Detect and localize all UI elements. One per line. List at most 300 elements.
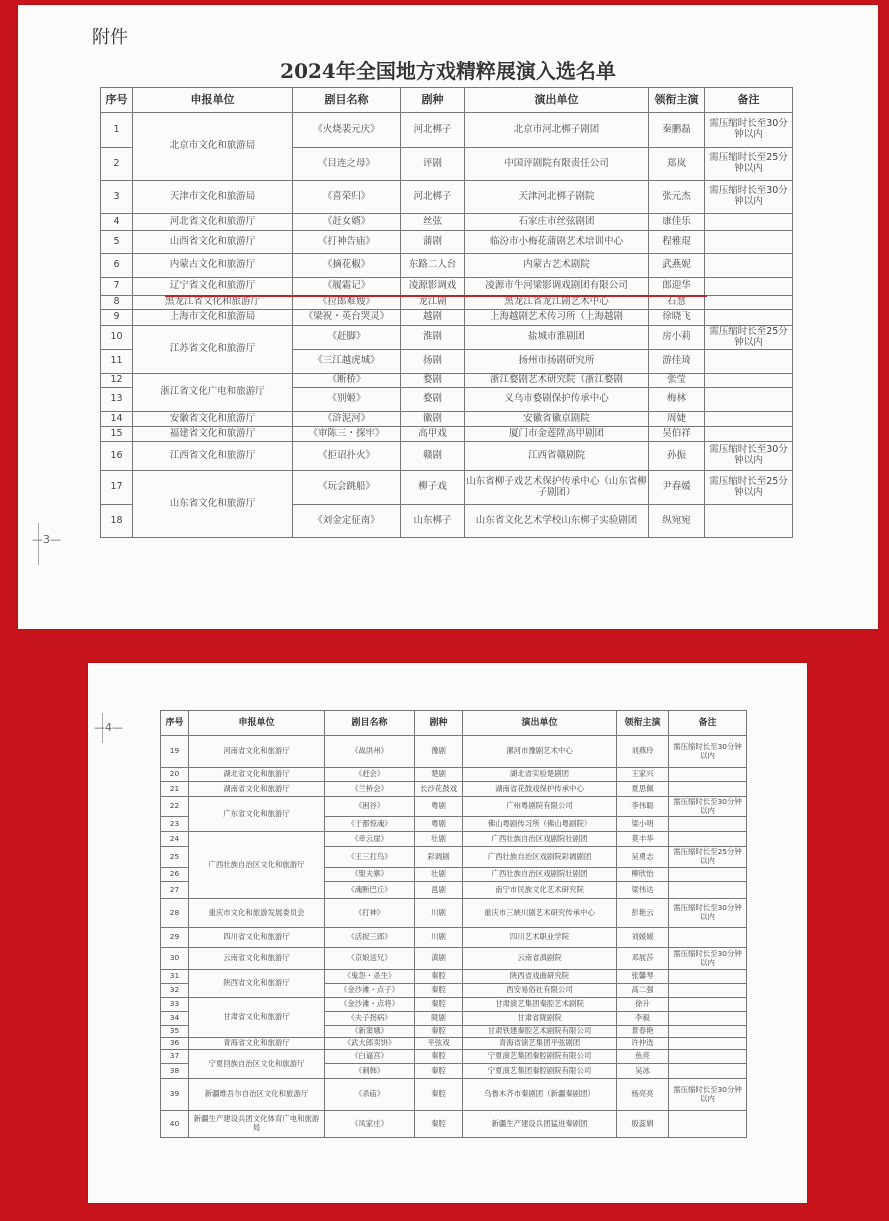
cell-play: 《金沙滩・点将》 <box>325 998 415 1012</box>
cell-unit: 江苏省文化和旅游厅 <box>133 326 293 374</box>
cell-genre: 秦腔 <box>415 1064 463 1079</box>
cell-genre: 柳子戏 <box>401 471 465 505</box>
cell-play: 《凤家庄》 <box>325 1111 415 1138</box>
cell-unit: 山东省文化和旅游厅 <box>133 471 293 538</box>
cell-star: 殷蕊娟 <box>617 1111 669 1138</box>
cell-troupe: 青海省演艺集团平弦剧团 <box>463 1038 617 1050</box>
cell-no: 14 <box>101 412 133 427</box>
cell-no: 36 <box>161 1038 189 1050</box>
cell-play: 《喜荣归》 <box>293 181 401 214</box>
cell-no: 30 <box>161 948 189 970</box>
cell-star: 许仲选 <box>617 1038 669 1050</box>
cell-troupe: 北京市河北梆子剧团 <box>465 113 649 148</box>
cell-play: 《断桥》 <box>293 374 401 388</box>
cell-troupe: 湖南省花鼓戏保护传承中心 <box>463 782 617 797</box>
cell-play: 《新窦娥》 <box>325 1026 415 1038</box>
cell-play: 《牵云崖》 <box>325 832 415 847</box>
cell-genre: 东路二人台 <box>401 254 465 278</box>
cell-no: 15 <box>101 427 133 442</box>
cell-star: 程雅琨 <box>649 231 705 254</box>
cell-play: 《困谷》 <box>325 797 415 817</box>
cell-star: 彭艳云 <box>617 899 669 928</box>
cell-play: 《杀庙》 <box>325 1079 415 1111</box>
cell-play: 《夫子拐病》 <box>325 1012 415 1026</box>
cell-star: 康佳乐 <box>649 214 705 231</box>
cell-troupe: 湖北省实验楚剧团 <box>463 768 617 782</box>
cell-no: 38 <box>161 1064 189 1079</box>
table-row <box>161 832 747 847</box>
header-note: 备注 <box>669 711 747 736</box>
cell-genre: 粤剧 <box>415 817 463 832</box>
cell-note: 需压缩时长至25分钟以内 <box>705 148 793 181</box>
cell-play: 《战洪州》 <box>325 736 415 768</box>
cell-troupe: 漯河市豫剧艺术中心 <box>463 736 617 768</box>
cell-play: 《玩会跳船》 <box>293 471 401 505</box>
cell-note <box>669 1012 747 1026</box>
cell-play: 《刘金定征南》 <box>293 505 401 538</box>
cell-play: 《拒诏扑火》 <box>293 442 401 471</box>
cell-note: 需压缩时长至25分钟以内 <box>705 326 793 350</box>
cell-star: 尹春媛 <box>649 471 705 505</box>
table-row <box>101 113 793 148</box>
cell-star: 吴伯祥 <box>649 427 705 442</box>
cell-unit: 内蒙古文化和旅游厅 <box>133 254 293 278</box>
cell-star: 李毅 <box>617 1012 669 1026</box>
cell-unit: 天津市文化和旅游局 <box>133 181 293 214</box>
cell-troupe: 广西壮族自治区戏剧院壮剧团 <box>463 832 617 847</box>
cell-unit: 上海市文化和旅游局 <box>133 310 293 326</box>
cell-play: 《刺韩》 <box>325 1064 415 1079</box>
cell-note <box>705 505 793 538</box>
document-page-1 <box>18 5 878 629</box>
cell-note <box>705 214 793 231</box>
table-row <box>161 998 747 1012</box>
cell-unit: 云南省文化和旅游厅 <box>189 948 325 970</box>
header-play: 剧目名称 <box>293 88 401 113</box>
header-note: 备注 <box>705 88 793 113</box>
cell-play: 《金沙滩・点子》 <box>325 984 415 998</box>
cell-note <box>705 296 793 310</box>
cell-note <box>705 231 793 254</box>
cell-no: 34 <box>161 1012 189 1026</box>
header-play: 剧目名称 <box>325 711 415 736</box>
cell-genre: 淮剧 <box>401 326 465 350</box>
cell-star: 刘燕玲 <box>617 736 669 768</box>
cell-genre: 楚剧 <box>415 768 463 782</box>
cell-genre: 山东梆子 <box>401 505 465 538</box>
cell-no: 10 <box>101 326 133 350</box>
cell-troupe: 佛山粤剧传习所（佛山粤剧院） <box>463 817 617 832</box>
cell-genre: 蒲剧 <box>401 231 465 254</box>
cell-troupe: 广州粤剧院有限公司 <box>463 797 617 817</box>
cell-star: 邓展莎 <box>617 948 669 970</box>
cell-genre: 赣剧 <box>401 442 465 471</box>
table-row <box>101 326 793 350</box>
cell-no: 24 <box>161 832 189 847</box>
attachment-label: 附件 <box>92 27 128 48</box>
header-troupe: 演出单位 <box>465 88 649 113</box>
cell-note <box>705 278 793 296</box>
document-page-2 <box>88 663 807 1203</box>
cell-play: 《王三打鸟》 <box>325 847 415 868</box>
cell-no: 4 <box>101 214 133 231</box>
cell-unit: 北京市文化和旅游局 <box>133 113 293 181</box>
cell-unit: 湖南省文化和旅游厅 <box>189 782 325 797</box>
cell-troupe: 重庆市三峡川剧艺术研究传承中心 <box>463 899 617 928</box>
cell-troupe: 甘肃铁建秦腔艺术剧院有限公司 <box>463 1026 617 1038</box>
cell-no: 12 <box>101 374 133 388</box>
cell-unit: 宁夏回族自治区文化和旅游厅 <box>189 1050 325 1079</box>
cell-troupe: 山东省柳子戏艺术保护传承中心（山东省柳子剧团） <box>465 471 649 505</box>
cell-play: 《审陈三・探牢》 <box>293 427 401 442</box>
cell-play: 《鬼怨・杀生》 <box>325 970 415 984</box>
cell-troupe: 内蒙古艺术剧院 <box>465 254 649 278</box>
cell-note <box>669 1050 747 1064</box>
cell-star: 秦鹏磊 <box>649 113 705 148</box>
cell-no: 31 <box>161 970 189 984</box>
cell-play: 《白逼宫》 <box>325 1050 415 1064</box>
cell-note <box>669 970 747 984</box>
cell-no: 9 <box>101 310 133 326</box>
cell-genre: 龙江剧 <box>401 296 465 310</box>
cell-play: 《别姬》 <box>293 388 401 412</box>
cell-unit: 四川省文化和旅游厅 <box>189 928 325 948</box>
table-row <box>101 296 793 310</box>
cell-unit: 山西省文化和旅游厅 <box>133 231 293 254</box>
cell-play: 《梁祝・英台哭灵》 <box>293 310 401 326</box>
header-troupe: 演出单位 <box>463 711 617 736</box>
cell-note <box>705 350 793 374</box>
cell-troupe: 宁夏演艺集团秦腔剧院有限公司 <box>463 1050 617 1064</box>
cell-star: 王家兴 <box>617 768 669 782</box>
cell-genre: 扬剧 <box>401 350 465 374</box>
cell-note: 需压缩时长至30分钟以内 <box>669 899 747 928</box>
cell-unit: 安徽省文化和旅游厅 <box>133 412 293 427</box>
table-row <box>161 1111 747 1138</box>
cell-genre: 婺剧 <box>401 374 465 388</box>
cell-genre: 婺剧 <box>401 388 465 412</box>
cell-note <box>669 1064 747 1079</box>
cell-star: 孙振 <box>649 442 705 471</box>
cell-star: 游佳琦 <box>649 350 705 374</box>
cell-play: 《兰桥会》 <box>325 782 415 797</box>
cell-note <box>705 427 793 442</box>
cell-no: 23 <box>161 817 189 832</box>
cell-unit: 河北省文化和旅游厅 <box>133 214 293 231</box>
cell-no: 40 <box>161 1111 189 1138</box>
selection-table-part1 <box>100 87 793 538</box>
cell-star: 吴勇志 <box>617 847 669 868</box>
table-row <box>101 412 793 427</box>
cell-unit: 青海省文化和旅游厅 <box>189 1038 325 1050</box>
cell-no: 25 <box>161 847 189 868</box>
table-row <box>101 214 793 231</box>
cell-star: 房小莉 <box>649 326 705 350</box>
cell-unit: 广东省文化和旅游厅 <box>189 797 325 832</box>
cell-troupe: 上海越剧艺术传习所（上海越剧 <box>465 310 649 326</box>
cell-unit: 陕西省文化和旅游厅 <box>189 970 325 998</box>
cell-genre: 秦腔 <box>415 1050 463 1064</box>
cell-note: 需压缩时长至25分钟以内 <box>669 847 747 868</box>
cell-troupe: 乌鲁木齐市秦剧团（新疆秦剧团） <box>463 1079 617 1111</box>
cell-play: 《火烧裴元庆》 <box>293 113 401 148</box>
cell-note <box>669 1111 747 1138</box>
cell-genre: 滇剧 <box>415 948 463 970</box>
cell-no: 7 <box>101 278 133 296</box>
cell-troupe: 西安易俗社有限公司 <box>463 984 617 998</box>
table-header-row <box>101 88 793 113</box>
table-row <box>101 181 793 214</box>
cell-no: 17 <box>101 471 133 505</box>
cell-troupe: 扬州市扬剧研究所 <box>465 350 649 374</box>
cell-genre: 秦腔 <box>415 984 463 998</box>
cell-troupe: 石家庄市丝弦剧团 <box>465 214 649 231</box>
cell-star: 柳欣怡 <box>617 868 669 882</box>
cell-star: 郑岚 <box>649 148 705 181</box>
cell-play: 《目连之母》 <box>293 148 401 181</box>
table-row <box>161 1079 747 1111</box>
cell-note <box>669 928 747 948</box>
cell-genre: 河北梆子 <box>401 181 465 214</box>
cell-troupe: 浙江婺剧艺术研究院（浙江婺剧 <box>465 374 649 388</box>
cell-no: 13 <box>101 388 133 412</box>
table-row <box>161 899 747 928</box>
cell-unit: 重庆市文化和旅游发展委员会 <box>189 899 325 928</box>
cell-unit: 甘肃省文化和旅游厅 <box>189 998 325 1038</box>
cell-unit: 新疆维吾尔自治区文化和旅游厅 <box>189 1079 325 1111</box>
cell-note <box>669 984 747 998</box>
cell-star: 鱼亮 <box>617 1050 669 1064</box>
cell-troupe: 临汾市小梅花蒲剧艺术培训中心 <box>465 231 649 254</box>
cell-play: 《武大郎卖饼》 <box>325 1038 415 1050</box>
cell-troupe: 中国评剧院有限责任公司 <box>465 148 649 181</box>
header-unit: 申报单位 <box>189 711 325 736</box>
cell-play: 《浒泥河》 <box>293 412 401 427</box>
cell-genre: 丝弦 <box>401 214 465 231</box>
cell-troupe: 广西壮族自治区戏剧院壮剧团 <box>463 868 617 882</box>
cell-genre: 长沙花鼓戏 <box>415 782 463 797</box>
cell-star: 吴冰 <box>617 1064 669 1079</box>
cell-genre: 徽剧 <box>401 412 465 427</box>
cell-genre: 豫剧 <box>415 736 463 768</box>
cell-troupe: 厦门市金莲陞高甲剧团 <box>465 427 649 442</box>
cell-no: 22 <box>161 797 189 817</box>
header-star: 领衔主演 <box>649 88 705 113</box>
table-row <box>161 797 747 817</box>
cell-genre: 粤剧 <box>415 797 463 817</box>
cell-play: 《活捉三郎》 <box>325 928 415 948</box>
cell-star: 高二强 <box>617 984 669 998</box>
cell-genre: 陇剧 <box>415 1012 463 1026</box>
cell-no: 21 <box>161 782 189 797</box>
cell-genre: 河北梆子 <box>401 113 465 148</box>
cell-unit: 湖北省文化和旅游厅 <box>189 768 325 782</box>
cell-no: 26 <box>161 868 189 882</box>
header-no: 序号 <box>101 88 133 113</box>
cell-note <box>669 768 747 782</box>
cell-play: 《于都惊魂》 <box>325 817 415 832</box>
cell-note <box>669 817 747 832</box>
cell-star: 郎迎华 <box>649 278 705 296</box>
cell-play: 《打神》 <box>325 899 415 928</box>
header-star: 领衔主演 <box>617 711 669 736</box>
cell-note: 需压缩时长至30分钟以内 <box>669 736 747 768</box>
cell-no: 11 <box>101 350 133 374</box>
table-row <box>161 768 747 782</box>
cell-star: 石慧 <box>649 296 705 310</box>
cell-note: 需压缩时长至25分钟以内 <box>705 471 793 505</box>
cell-note: 需压缩时长至30分钟以内 <box>705 442 793 471</box>
cell-unit: 浙江省文化广电和旅游厅 <box>133 374 293 412</box>
cell-note: 需压缩时长至30分钟以内 <box>669 948 747 970</box>
cell-unit: 广西壮族自治区文化和旅游厅 <box>189 832 325 899</box>
cell-troupe: 甘肃演艺集团秦腔艺术剧院 <box>463 998 617 1012</box>
page-number: —4— <box>94 721 123 734</box>
cell-no: 18 <box>101 505 133 538</box>
cell-play: 《京娘送兄》 <box>325 948 415 970</box>
cell-troupe: 天津河北梆子剧院 <box>465 181 649 214</box>
cell-no: 1 <box>101 113 133 148</box>
cell-genre: 邕剧 <box>415 882 463 899</box>
cell-troupe: 陕西省戏曲研究院 <box>463 970 617 984</box>
cell-no: 27 <box>161 882 189 899</box>
table-row <box>161 1038 747 1050</box>
cell-no: 29 <box>161 928 189 948</box>
cell-star: 莫丰华 <box>617 832 669 847</box>
cell-note <box>705 374 793 388</box>
cell-genre: 秦腔 <box>415 1079 463 1111</box>
cell-unit: 辽宁省文化和旅游厅 <box>133 278 293 296</box>
cell-play: 《摘花椒》 <box>293 254 401 278</box>
cell-genre: 高甲戏 <box>401 427 465 442</box>
table-row <box>161 1050 747 1064</box>
cell-no: 19 <box>161 736 189 768</box>
cell-star: 梁伟达 <box>617 882 669 899</box>
cell-genre: 平弦戏 <box>415 1038 463 1050</box>
table-row <box>101 427 793 442</box>
cell-troupe: 宁夏演艺集团秦腔剧院有限公司 <box>463 1064 617 1079</box>
cell-play: 《履霜记》 <box>293 278 401 296</box>
cell-genre: 秦腔 <box>415 970 463 984</box>
cell-troupe: 义乌市婺剧保护传承中心 <box>465 388 649 412</box>
cell-star: 徐晓飞 <box>649 310 705 326</box>
cell-star: 张元杰 <box>649 181 705 214</box>
cell-unit: 黑龙江省文化和旅游厅 <box>133 296 293 310</box>
cell-genre: 秦腔 <box>415 1026 463 1038</box>
cell-star: 景春艳 <box>617 1026 669 1038</box>
cell-no: 32 <box>161 984 189 998</box>
table-row <box>101 471 793 505</box>
red-underline-mark <box>165 295 707 297</box>
table-row <box>101 254 793 278</box>
table-row <box>161 970 747 984</box>
page-number: —3— <box>32 533 61 546</box>
cell-star: 周婕 <box>649 412 705 427</box>
cell-unit: 新疆生产建设兵团文化体育广电和旅游局 <box>189 1111 325 1138</box>
cell-note: 需压缩时长至30分钟以内 <box>669 797 747 817</box>
cell-genre: 川剧 <box>415 928 463 948</box>
table-row <box>101 374 793 388</box>
cell-play: 《赶脚》 <box>293 326 401 350</box>
cell-play: 《打神告庙》 <box>293 231 401 254</box>
cell-troupe: 云南省滇剧院 <box>463 948 617 970</box>
cell-note <box>669 782 747 797</box>
cell-troupe: 安徽省徽京剧院 <box>465 412 649 427</box>
cell-troupe: 甘肃省陇剧院 <box>463 1012 617 1026</box>
cell-play: 《赶女婿》 <box>293 214 401 231</box>
cell-genre: 凌源影调戏 <box>401 278 465 296</box>
cell-genre: 彩调剧 <box>415 847 463 868</box>
cell-note <box>669 1038 747 1050</box>
cell-star: 徐升 <box>617 998 669 1012</box>
cell-note <box>669 832 747 847</box>
cell-genre: 越剧 <box>401 310 465 326</box>
cell-star: 张馨琴 <box>617 970 669 984</box>
cell-star: 夏思佩 <box>617 782 669 797</box>
cell-no: 2 <box>101 148 133 181</box>
cell-troupe: 四川艺术职业学院 <box>463 928 617 948</box>
cell-troupe: 新疆生产建设兵团猛进秦剧团 <box>463 1111 617 1138</box>
cell-no: 20 <box>161 768 189 782</box>
cell-note <box>705 310 793 326</box>
cell-no: 8 <box>101 296 133 310</box>
cell-troupe: 凌源市牛河梁影调戏剧团有限公司 <box>465 278 649 296</box>
cell-no: 16 <box>101 442 133 471</box>
cell-genre: 川剧 <box>415 899 463 928</box>
cell-genre: 壮剧 <box>415 832 463 847</box>
cell-no: 5 <box>101 231 133 254</box>
cell-star: 梁小明 <box>617 817 669 832</box>
header-unit: 申报单位 <box>133 88 293 113</box>
cell-unit: 河南省文化和旅游厅 <box>189 736 325 768</box>
cell-note <box>705 388 793 412</box>
table-row <box>161 948 747 970</box>
cell-star: 梅林 <box>649 388 705 412</box>
cell-star: 张莹 <box>649 374 705 388</box>
header-genre: 剧种 <box>401 88 465 113</box>
cell-note <box>705 412 793 427</box>
cell-no: 37 <box>161 1050 189 1064</box>
cell-no: 3 <box>101 181 133 214</box>
cell-note <box>669 868 747 882</box>
cell-troupe: 盐城市淮剧团 <box>465 326 649 350</box>
cell-play: 《三江越虎城》 <box>293 350 401 374</box>
cell-genre: 秦腔 <box>415 998 463 1012</box>
cell-note: 需压缩时长至30分钟以内 <box>669 1079 747 1111</box>
cell-unit: 江西省文化和旅游厅 <box>133 442 293 471</box>
cell-play: 《赶会》 <box>325 768 415 782</box>
table-header-row <box>161 711 747 736</box>
cell-troupe: 黑龙江省龙江剧艺术中心 <box>465 296 649 310</box>
cell-troupe: 山东省文化艺术学校山东梆子实验剧团 <box>465 505 649 538</box>
cell-star: 刘媛媛 <box>617 928 669 948</box>
table-row <box>101 310 793 326</box>
cell-troupe: 广西壮族自治区戏剧院彩调剧团 <box>463 847 617 868</box>
table-row <box>101 278 793 296</box>
cell-note <box>669 998 747 1012</box>
table-row <box>161 782 747 797</box>
cell-no: 6 <box>101 254 133 278</box>
cell-note <box>669 1026 747 1038</box>
cell-star: 李伟聪 <box>617 797 669 817</box>
cell-unit: 福建省文化和旅游厅 <box>133 427 293 442</box>
cell-note <box>669 882 747 899</box>
document-title: 2024年全国地方戏精粹展演入选名单 <box>280 59 616 83</box>
table-row <box>101 231 793 254</box>
table-row <box>101 442 793 471</box>
header-genre: 剧种 <box>415 711 463 736</box>
cell-star: 纵宛宛 <box>649 505 705 538</box>
